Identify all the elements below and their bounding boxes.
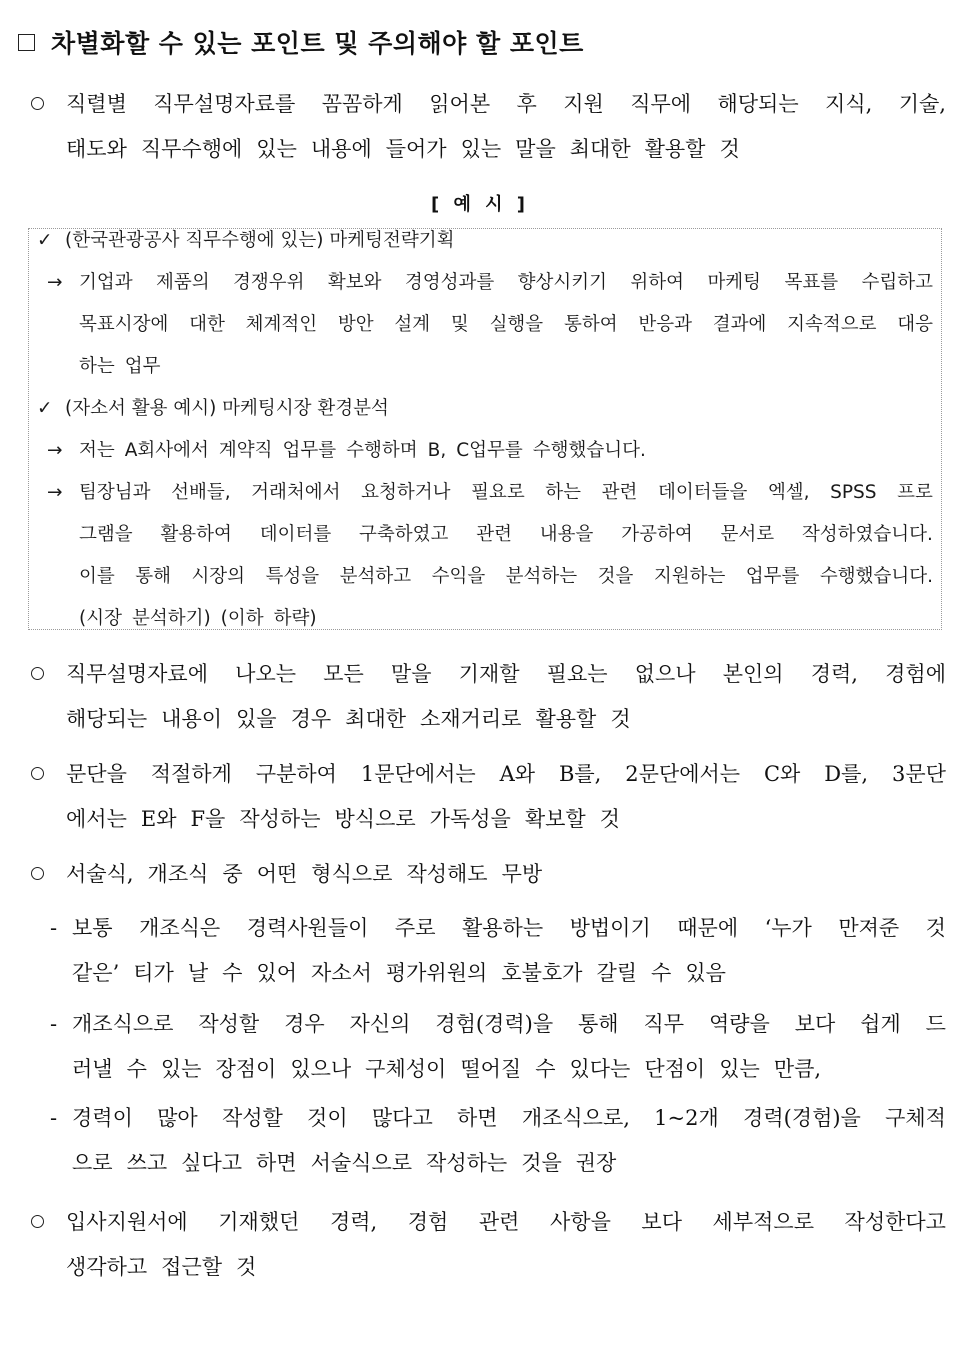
word: 활용하는 — [461, 916, 544, 940]
word: 사항을 — [550, 1210, 611, 1234]
paragraph-line — [28, 1245, 946, 1290]
word: 서술식, — [28, 852, 134, 897]
word: 분석하기) — [131, 608, 211, 629]
word: C와 — [763, 762, 801, 786]
bullet-circle-icon — [28, 852, 66, 897]
word: 작성해도 — [406, 862, 488, 886]
bullet-circle-icon — [28, 752, 66, 797]
word: 관련 — [601, 482, 638, 503]
sub-item-line — [50, 1141, 946, 1186]
word: 적절하게 — [150, 762, 232, 786]
word: 직렬별 — [28, 82, 127, 127]
word: 이를 — [79, 566, 115, 587]
word: 활용할 — [644, 137, 706, 161]
example-check-text: (한국관광공사 직무수행에 있는) 마케팅전략기획 — [65, 230, 455, 251]
word: 말을 — [515, 137, 556, 161]
word: 거래처에서 — [251, 482, 341, 503]
word: 같은’ — [72, 961, 120, 985]
arrow-right-icon: → — [47, 482, 63, 503]
word: ‘누가 — [764, 916, 812, 940]
word: 직무설명자료에 — [28, 652, 208, 697]
word: 경우 — [284, 1012, 325, 1036]
word: 기술, — [898, 92, 946, 116]
word: 단점이 — [644, 1057, 706, 1081]
word: 만큼, — [773, 1057, 822, 1081]
word: 확보할 — [524, 807, 586, 831]
word: 하는 — [79, 356, 115, 377]
word: 것 — [599, 807, 620, 831]
checkbox-square-icon — [18, 34, 35, 51]
sub-item-1 — [50, 906, 946, 996]
word: 경쟁우위 — [233, 272, 305, 293]
example-arrow-line — [79, 305, 933, 345]
word: 결과에 — [712, 314, 767, 335]
word: 소재거리로 — [420, 707, 522, 731]
word: F을 — [190, 807, 226, 831]
word: 지원하는 — [653, 566, 726, 587]
word: 말을 — [390, 662, 432, 686]
word: 태도와 — [66, 137, 127, 161]
paragraph-line — [28, 752, 946, 797]
word: 목표를 — [784, 272, 839, 293]
word: 향상시키기 — [517, 272, 608, 293]
word: 작성할 — [198, 1012, 260, 1036]
word: 평가위원의 — [385, 961, 488, 985]
word: 활용하여 — [160, 524, 232, 545]
word: 통해 — [135, 566, 171, 587]
word: 주로 — [394, 916, 436, 940]
word: 지속적으로 — [787, 314, 877, 335]
word: 특성을 — [265, 566, 320, 587]
word: - 경력이 — [50, 1096, 133, 1141]
word: 하면 — [456, 1106, 498, 1130]
word: 직무설명자료를 — [153, 92, 296, 116]
word: 중 — [222, 862, 243, 886]
word: 체계적인 — [245, 314, 318, 335]
word: 반응과 — [638, 314, 692, 335]
word: 에서는 — [66, 807, 127, 831]
word: 떨어질 — [460, 1057, 522, 1081]
word: 하는 — [545, 482, 582, 503]
word: 구체성이 — [365, 1057, 447, 1081]
word: 경력, — [329, 1210, 378, 1234]
word: 1~2개 — [654, 1106, 719, 1130]
word: 들어가 — [385, 137, 447, 161]
word: 마케팅 — [707, 272, 762, 293]
word: SPSS — [830, 482, 877, 503]
word: 구분하여 — [255, 762, 337, 786]
word: 작성하는 — [426, 1151, 508, 1175]
word: 직무 — [643, 1012, 685, 1036]
section-heading — [18, 22, 938, 62]
check-mark-icon: ✓ — [37, 398, 53, 419]
word: 때문에 — [677, 916, 739, 940]
word: 많아 — [157, 1106, 198, 1130]
word: 분석하고 — [339, 566, 412, 587]
word: 수 — [651, 961, 672, 985]
word: 프로 — [897, 482, 933, 503]
paragraph-line — [28, 852, 946, 897]
bullet-paragraph-4 — [28, 852, 946, 897]
word: 싶다고 — [181, 1151, 243, 1175]
word: 있다는 — [569, 1057, 631, 1081]
dash-marker: - — [50, 916, 58, 940]
word: 꼼꼼하게 — [321, 92, 403, 116]
paragraph-line — [28, 797, 946, 842]
word: 개조식으로, — [521, 1106, 630, 1130]
word: 및 — [450, 314, 469, 335]
word: 보다 — [641, 1210, 682, 1234]
word: 수행했습니다. — [819, 566, 933, 587]
word: 2문단에서는 — [625, 762, 741, 786]
word: 해당되는 — [66, 707, 148, 731]
word: 있는 — [160, 1057, 202, 1081]
word: 역량을 — [708, 1012, 770, 1036]
word: 쓰고 — [126, 1151, 168, 1175]
word: 구축하였고 — [359, 524, 449, 545]
word: 데이터들을 — [657, 482, 748, 503]
word: 선배들, — [171, 482, 231, 503]
sub-item-line — [50, 1002, 946, 1047]
word: 보다 — [794, 1012, 836, 1036]
word: 작성하였습니다. — [801, 524, 933, 545]
word: 가공하여 — [621, 524, 693, 545]
word: 관련 — [476, 524, 512, 545]
word: 접근할 — [161, 1255, 223, 1279]
word: 대한 — [189, 314, 225, 335]
word: 생각하고 — [66, 1255, 148, 1279]
word: 방안 — [337, 314, 374, 335]
word: 최대한 — [345, 707, 407, 731]
word: 무방 — [501, 862, 543, 886]
word: 있을 — [236, 707, 277, 731]
sub-item-line — [50, 906, 946, 951]
word: 수 — [535, 1057, 556, 1081]
word: 읽어본 — [429, 92, 491, 116]
word: 활용할 — [535, 707, 597, 731]
word: → 팀장님과 — [47, 473, 150, 513]
word: 쉽게 — [860, 1012, 901, 1036]
word: 작성할 — [221, 1106, 283, 1130]
example-title: [ 예 시 ] — [430, 194, 530, 215]
word: 후 — [516, 92, 537, 116]
bullet-paragraph-2 — [28, 652, 946, 742]
word: 것 — [925, 916, 946, 940]
arrow-right-icon: → — [47, 272, 63, 293]
word: 수익을 — [431, 566, 486, 587]
bullet-circle-icon — [28, 1200, 66, 1245]
example-check-text: (자소서 활용 예시) 마케팅시장 환경분석 — [65, 398, 389, 419]
example-arrow-line — [79, 599, 317, 639]
word: 내용이 — [161, 707, 223, 731]
word: E와 — [140, 807, 177, 831]
word: 자소서 — [311, 961, 372, 985]
word: 3문단 — [891, 762, 946, 786]
word: 호불호가 — [501, 961, 583, 985]
word: 시장의 — [191, 566, 246, 587]
word: 것이 — [307, 1106, 348, 1130]
sub-item-line — [50, 1047, 946, 1092]
word: 개조식 — [147, 862, 209, 886]
sub-item-2 — [50, 1002, 946, 1092]
word: 위하여 — [630, 272, 685, 293]
paragraph-line — [28, 127, 946, 172]
word: 설계 — [394, 314, 431, 335]
word: 경우 — [290, 707, 332, 731]
word: 내용에 — [310, 137, 372, 161]
word: 지원 — [563, 92, 604, 116]
word: 형식으로 — [311, 862, 393, 886]
word: 있으나 — [290, 1057, 352, 1081]
word: 기재했던 — [218, 1210, 300, 1234]
word: C업무를 — [456, 440, 523, 461]
word: 최대한 — [569, 137, 631, 161]
word: 날 — [187, 961, 209, 985]
word: 장점이 — [215, 1057, 277, 1081]
word: 경험(경력)을 — [435, 1012, 554, 1036]
word: 경력, — [810, 662, 858, 686]
word: 하면 — [256, 1151, 297, 1175]
word: 통해 — [578, 1012, 619, 1036]
word: 드 — [925, 1012, 946, 1036]
word: 경력사원들이 — [246, 916, 369, 940]
word: 목표시장에 — [79, 314, 169, 335]
word: 가독성을 — [429, 807, 511, 831]
word: 업무 — [124, 356, 161, 377]
word: 하략) — [273, 608, 317, 629]
word: 있는 — [719, 1057, 760, 1081]
word: 수립하고 — [861, 272, 933, 293]
word: B, — [427, 440, 447, 461]
word: 있는 — [256, 137, 297, 161]
word: B를, — [558, 762, 602, 786]
paragraph-line — [28, 652, 946, 697]
word: 계약직 — [218, 440, 273, 461]
word: 경력(경험)을 — [743, 1106, 861, 1130]
word: 세부적으로 — [712, 1210, 814, 1234]
word: - 개조식으로 — [50, 1002, 173, 1047]
word: 만져준 — [838, 916, 900, 940]
example-arrow-line — [79, 347, 161, 387]
bullet-circle-icon — [28, 82, 66, 127]
word: 확보와 — [327, 272, 382, 293]
word: - 보통 — [50, 906, 113, 951]
word: 어떤 — [256, 862, 298, 886]
word: 많다고 — [371, 1106, 433, 1130]
word: 경영성과를 — [404, 272, 495, 293]
word: 요청하거나 — [361, 482, 451, 503]
word: 직무수행에 — [140, 137, 243, 161]
word: 경험 — [407, 1210, 449, 1234]
word: 것을 — [597, 566, 634, 587]
arrow-right-icon: → — [47, 440, 63, 461]
word: 입사지원서에 — [28, 1200, 188, 1245]
word: 것을 — [521, 1151, 562, 1175]
word: 나오는 — [235, 662, 297, 686]
word: 경험에 — [885, 662, 946, 686]
word: 작성한다고 — [844, 1210, 946, 1234]
bullet-paragraph-3 — [28, 752, 946, 842]
sub-item-line — [50, 1096, 946, 1141]
word: 있음 — [685, 961, 726, 985]
word: 개조식은 — [139, 916, 221, 940]
word: 지식, — [825, 92, 873, 116]
word: 엑셀, — [767, 482, 810, 503]
dash-marker: - — [50, 1106, 58, 1130]
word: 수 — [222, 961, 243, 985]
paragraph-line — [28, 697, 946, 742]
word: 수행하며 — [346, 440, 418, 461]
word: 1문단에서는 — [360, 762, 476, 786]
example-check-line — [37, 221, 455, 261]
sub-item-3 — [50, 1096, 946, 1186]
word: 구체적 — [885, 1106, 946, 1130]
word: 필요는 — [546, 662, 608, 686]
word: 모든 — [323, 662, 364, 686]
word: 있는 — [460, 137, 502, 161]
example-arrow-line — [47, 263, 933, 303]
word: 그램을 — [79, 524, 133, 545]
word: 방법이기 — [569, 916, 651, 940]
bullet-paragraph-1 — [28, 82, 946, 172]
word: 본인의 — [722, 662, 784, 686]
word: → 저는 — [47, 440, 115, 461]
word: 필요로 — [471, 482, 525, 503]
example-arrow-line — [47, 473, 933, 513]
example-check-line — [37, 389, 389, 429]
word: (이하 — [220, 608, 264, 629]
word: 갈릴 — [596, 961, 638, 985]
word: 통하여 — [563, 314, 618, 335]
word: 데이터를 — [259, 524, 332, 545]
word: 문서로 — [720, 524, 775, 545]
word: 관련 — [478, 1210, 520, 1234]
word: 으로 — [72, 1151, 113, 1175]
word: 것 — [236, 1255, 257, 1279]
section-heading-text: 차별화할 수 있는 포인트 및 주의해야 할 포인트 — [51, 29, 584, 58]
bullet-paragraph-5 — [28, 1200, 946, 1290]
word: A회사에서 — [124, 440, 209, 461]
word: 직무에 — [630, 92, 692, 116]
word: 대응 — [897, 314, 933, 335]
word: 작성하는 — [239, 807, 321, 831]
check-mark-icon: ✓ — [37, 230, 53, 251]
example-arrow-line — [47, 431, 646, 471]
example-arrow-line — [79, 557, 933, 597]
word: 제품의 — [156, 272, 210, 293]
paragraph-line — [28, 82, 946, 127]
example-box — [28, 228, 942, 630]
word: 것 — [719, 137, 740, 161]
example-arrow-line — [79, 515, 933, 555]
sub-item-line — [50, 951, 946, 996]
word: 내용을 — [539, 524, 594, 545]
word: 권장 — [575, 1151, 617, 1175]
word: A와 — [499, 762, 536, 786]
word: 실행을 — [489, 314, 544, 335]
word: 수행했습니다. — [532, 440, 646, 461]
word: (시장 — [79, 608, 122, 629]
word: 것 — [610, 707, 631, 731]
word: 업무를 — [745, 566, 800, 587]
word: 업무를 — [282, 440, 337, 461]
word: → 기업과 — [47, 263, 133, 303]
word: 서술식으로 — [310, 1151, 413, 1175]
word: 티가 — [133, 961, 174, 985]
word: D를, — [824, 762, 869, 786]
word: 분석하는 — [505, 566, 578, 587]
word: 있어 — [256, 961, 297, 985]
word: 없으나 — [634, 662, 696, 686]
word: 러낼 — [72, 1057, 113, 1081]
paragraph-line — [28, 1200, 946, 1245]
word: 기재할 — [458, 662, 520, 686]
word: 자신의 — [349, 1012, 411, 1036]
dash-marker: - — [50, 1012, 58, 1036]
word: 수 — [126, 1057, 147, 1081]
word: 방식으로 — [334, 807, 416, 831]
bullet-circle-icon — [28, 652, 66, 697]
word: 해당되는 — [717, 92, 799, 116]
word: 문단을 — [28, 752, 127, 797]
